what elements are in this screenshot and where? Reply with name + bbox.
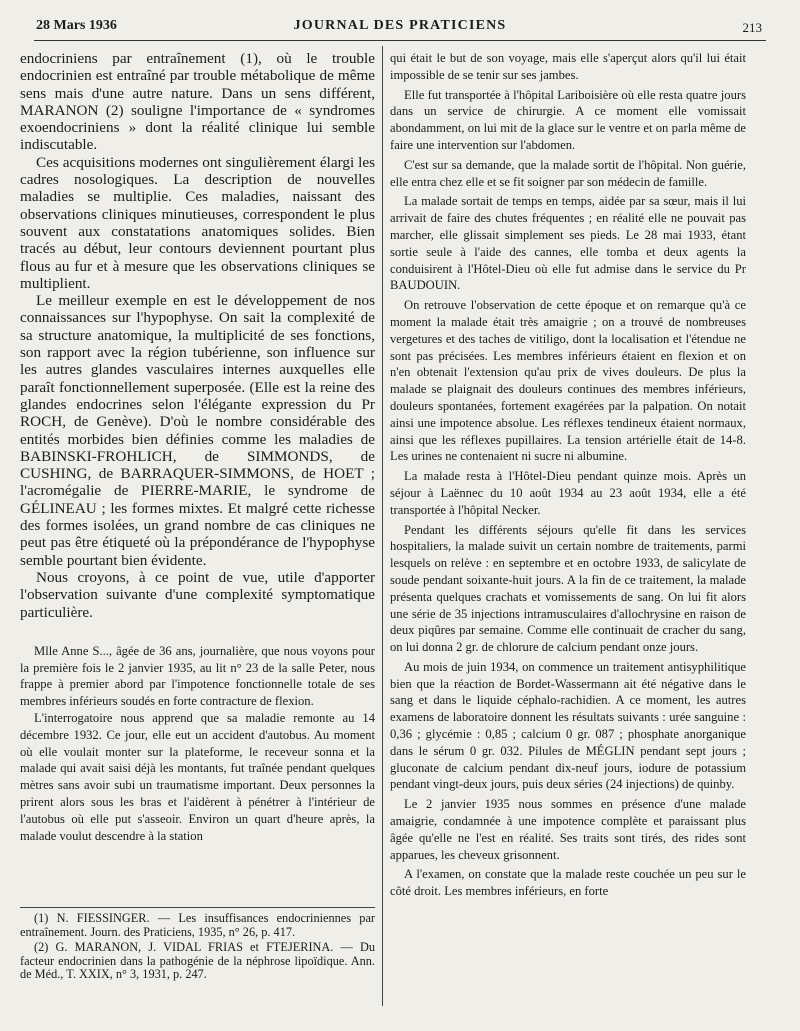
case-paragraph: On retrouve l'observation de cette époque et on remarque qu'à ce moment la malade était très amaigrie ; on a trouvé de nombreuses vergetures et des taches de vitiligo, dont la localisation et l'étendue ne sont pas précisées. Les membres inférieurs étaient en flexion et on n'en obtenait l'extension qu'au prix de vives douleurs. De plus la malade se plaignait des douleurs continues des membres inférieurs, douleurs spontanées, fortement exagérées par la palpation. On notait ainsi une impotence absolue. Les réflexes tendineux étaient normaux, ainsi que les réflexes pupillaires. La tension artérielle était de 14-8. Les urines ne contenaient ni sucre ni albumine.: [390, 298, 746, 464]
case-paragraph: Au mois de juin 1934, on commence un traitement antisyphilitique bien que la réaction de Bordet-Wassermann ait été négative dans le sang et dans le liquide céphalo-rachidien. A ce moment, les autres examens de laboratoire donnent les résultats suivants : urée sanguine : 0,36 ; glycémie : 0,85 ; calcium 0 gr. 087 ; phosphate anorganique dans le sérum 0 gr. 032. Pilules de MÉGLIN pendant sept jours ; gluconate de calcium pendant dix-neuf jours, iodure de potassium pendant vingt-deux jours, puis deux séries (24 injections) de quinby.: [390, 659, 746, 792]
case-paragraph: La malade resta à l'Hôtel-Dieu pendant quinze mois. Après un séjour à Laënnec du 10 août 1934 au 23 août 1934, elle a été transportée à l'hôpital Necker.: [390, 469, 746, 517]
case-paragraph: qui était le but de son voyage, mais elle s'aperçut alors qu'il lui était impossible de se tenir sur ses jambes.: [390, 51, 746, 82]
column-divider: [382, 46, 383, 1006]
case-paragraph: Elle fut transportée à l'hôpital Lariboisière où elle resta quatre jours dans un service de chirurgie. A ce moment elle vomissait abondamment, on lui mit de la glace sur le ventre et on parla même de faire une intervention sur l'abdomen.: [390, 87, 746, 152]
case-paragraph: Le 2 janvier 1935 nous sommes en présence d'une malade amaigrie, condamnée à une impotence complète et paraissant plus âgée qu'elle ne l'est en réalité. Ses traits sont tirés, des rides sont apparues, les cheveux grisonnent.: [390, 797, 746, 862]
intro-paragraph: endocriniens par entraînement (1), où le trouble endocrinien est entraîné par trouble métabolique de même sens mais d'une autre nature. Dans un sens différent, MARANON (2) souligne l'importance de « syndromes exoendocriniens » dont la réalité clinique lui semble indiscutable.: [20, 50, 375, 154]
footnotes: [20, 907, 375, 982]
page-number: 213: [742, 20, 762, 35]
left-column: [20, 50, 375, 1010]
footnote: (2) G. MARANON, J. VIDAL FRIAS et FTEJERINA. — Du facteur endocrinien dans la pathogénie de la néphrose lipoïdique. Ann. de Méd., T. XXIX, n° 3, 1931, p. 247.: [20, 940, 375, 982]
intro-paragraph: Le meilleur exemple en est le développement de nos connaissances sur l'hypophyse. On sait la complexité de sa structure anatomique, la multiplicité de ses fonctions, son rapport avec la région tubérienne, son influence sur les autres glandes vasculaires internes auxquelles elle paraît fonctionnellement superposée. (Elle est la reine des glandes endocrines selon l'élégante expression du Pr ROCH, de Genève). D'où le nombre considérable des entités morbides bien définies comme les maladies de BABINSKI-FROHLICH, de SIMMONDS, de CUSHING, de BARRAQUER-SIMMONS, de HOET ; l'acromégalie de PIERRE-MARIE, le syndrome de GÉLINEAU ; les formes mixtes. Et malgré cette richesse des formes isolées, un grand nombre de cas cliniques ne peut pas être étiqueté où la prépondérance de l'hypophyse semble pourtant bien évidente.: [20, 292, 375, 569]
footnote: (1) N. FIESSINGER. — Les insuffisances endocriniennes par entraînement. Journ. des Praticiens, 1935, n° 26, p. 417.: [20, 911, 375, 939]
page-header: [34, 14, 766, 41]
case-paragraph: C'est sur sa demande, que la malade sortit de l'hôpital. Non guérie, elle entra chez elle et se fit soigner par son médecin de famille.: [390, 157, 746, 189]
right-column: [390, 50, 746, 1010]
case-paragraph: L'interrogatoire nous apprend que sa maladie remonte au 14 décembre 1932. Ce jour, elle eut un accident d'autobus. Au moment où elle voulait monter sur la plateforme, le receveur sonna et la malade qui avait saisi déjà les montants, fut traînée pendant quelques mètres sans avoir subi un traumatisme important. Deux personnes la prirent alors sous les bras et l'aidèrent à pénétrer à l'intérieur de l'autobus où elle put s'asseoir. Environ un quart d'heure après, la malade voulut descendre à la station: [20, 710, 375, 843]
section-gap: [20, 621, 375, 643]
journal-title: JOURNAL DES PRATICIENS: [293, 18, 507, 33]
case-paragraph: Mlle Anne S..., âgée de 36 ans, journalière, que nous voyons pour la première fois le 2 janvier 1935, au lit n° 23 de la salle Peter, nous frappe à premier abord par l'impotence fonctionnelle totale de ses membres inférieurs soudés en forte contracture de flexion.: [20, 643, 375, 709]
case-paragraph: Pendant les différents séjours qu'elle fit dans les services hospitaliers, la malade suivit un certain nombre de traitements, parmi lesquels on relève : en septembre et en octobre 1933, de salicylate de soude pendant soixante-huit jours. A la fin de ce traitement, la malade présenta quelques crachats et vomissements de sang. On lui fit alors une série de 35 injections intramusculaires d'allochrysine en raison de deux piqûres par semaine. Comme elle continuait de cracher du sang, on lui donna 2 gr. de chlorure de calcium pendant onze jours.: [390, 522, 746, 655]
case-paragraph: La malade sortait de temps en temps, aidée par sa sœur, mais il lui arrivait de faire des chutes fréquentes ; en réalité elle ne pouvait pas marcher, elle glissait simplement ses pieds. Le 28 mai 1933, étant sortie seule à l'aide des cannes, elle tomba et deux agents la conduisirent à l'Hôtel-Dieu où elle fut admise dans le service du Pr BAUDOUIN.: [390, 194, 746, 293]
intro-paragraph: Ces acquisitions modernes ont singulièrement élargi les cadres nosologiques. La description de nouvelles maladies se multiplie. Ces maladies, naissant des observations cliniques minutieuses, correspondent le plus souvent aux constatations anatomiques solides. Bien tracés au début, leur contours deviennent pourtant plus flous au fur et à mesure que les observations cliniques se multiplient.: [20, 153, 375, 292]
header-date: 28 Mars 1936: [36, 18, 117, 33]
case-paragraph: A l'examen, on constate que la malade reste couchée un peu sur le côté droit. Les membres inférieurs, en forte: [390, 867, 746, 899]
intro-paragraph: Nous croyons, à ce point de vue, utile d'apporter l'observation suivante d'une complexité symptomatique particulière.: [20, 568, 375, 621]
